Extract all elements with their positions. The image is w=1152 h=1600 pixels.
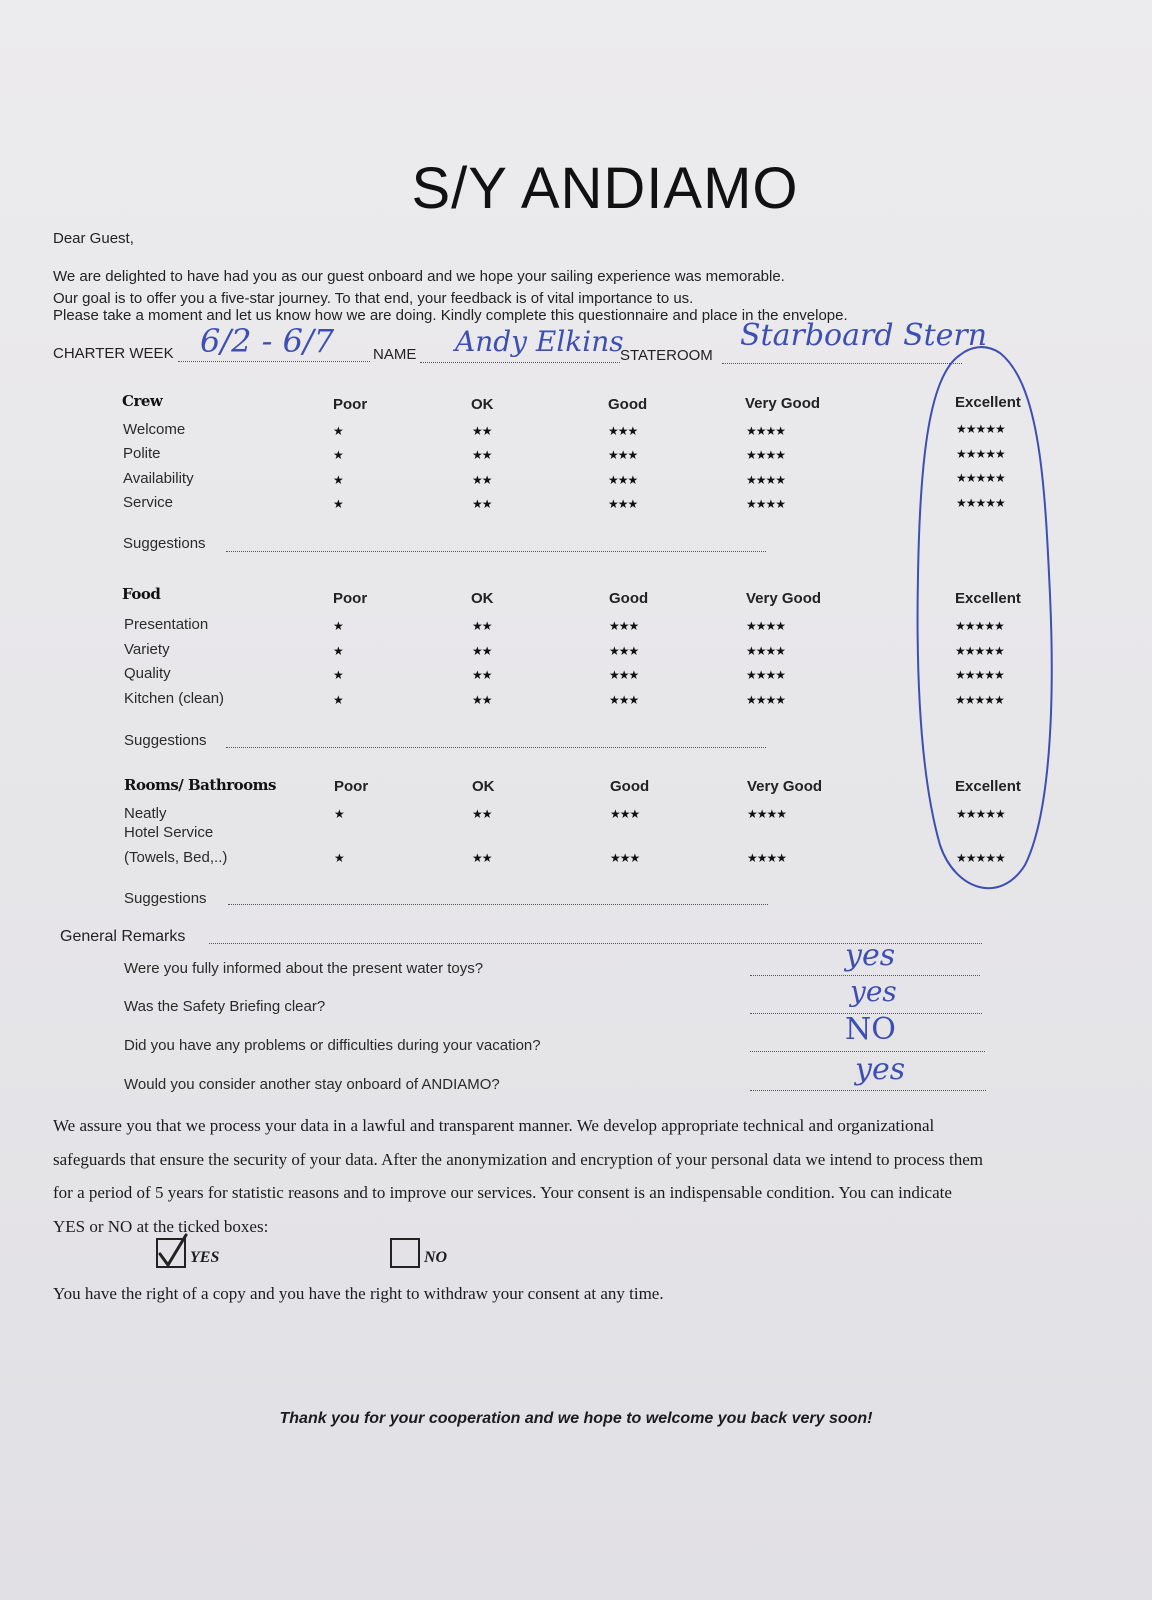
charter-week-line <box>178 361 370 362</box>
star-rating-excellent[interactable]: ★★★★★ <box>955 693 1004 707</box>
crew-item-welcome: Welcome <box>123 421 186 438</box>
checkmark-icon <box>156 1232 190 1268</box>
star-rating-ok[interactable]: ★★ <box>472 668 492 682</box>
food-suggestions-label: Suggestions <box>124 732 207 749</box>
intro-line-1: We are delighted to have had you as our guest onboard and we hope your sailing experience was memorable. <box>53 268 785 285</box>
star-rating-poor[interactable]: ★ <box>333 473 343 487</box>
star-rating-very-good[interactable]: ★★★★ <box>747 807 787 821</box>
star-rating-good[interactable]: ★★★ <box>609 619 639 633</box>
privacy-line-3: for a period of 5 years for statistic reasons and to improve our services. Your consent is an indispensable condition. You can indicate <box>53 1183 952 1202</box>
food-item-variety: Variety <box>124 641 170 658</box>
answer-another-stay[interactable]: yes <box>855 1052 906 1087</box>
section-title-food: Food <box>122 585 161 603</box>
charter-week-label: CHARTER WEEK <box>53 345 174 362</box>
star-rating-very-good[interactable]: ★★★★ <box>746 448 786 462</box>
rooms-item-towels: (Towels, Bed,..) <box>124 849 228 866</box>
header-very-good: Very Good <box>745 395 821 412</box>
header-good: Good <box>609 590 649 607</box>
hand-drawn-circle-mark <box>900 345 1070 905</box>
star-rating-good[interactable]: ★★★ <box>610 851 640 865</box>
star-rating-poor[interactable]: ★ <box>333 693 343 707</box>
rooms-item-neatly: Neatly <box>124 805 167 822</box>
star-rating-poor[interactable]: ★ <box>334 851 344 865</box>
privacy-line-1: We assure you that we process your data in a lawful and transparent manner. We develop appropriate technical and organizational <box>53 1116 935 1135</box>
star-rating-good[interactable]: ★★★ <box>608 424 638 438</box>
header-very-good: Very Good <box>747 778 823 795</box>
header-poor: Poor <box>333 590 368 607</box>
rooms-item-hotel-service: Hotel Service <box>124 824 214 841</box>
star-rating-ok[interactable]: ★★ <box>472 644 492 658</box>
consent-no-label: NO <box>424 1249 448 1266</box>
star-rating-ok[interactable]: ★★ <box>472 473 492 487</box>
star-rating-very-good[interactable]: ★★★★ <box>746 497 786 511</box>
consent-no-checkbox[interactable] <box>390 1238 420 1268</box>
header-excellent: Excellent <box>955 394 1021 411</box>
star-rating-good[interactable]: ★★★ <box>610 807 640 821</box>
crew-suggestions-label: Suggestions <box>123 535 206 552</box>
consent-yes-label: YES <box>190 1249 220 1266</box>
star-rating-poor[interactable]: ★ <box>333 448 343 462</box>
general-remarks-label: General Remarks <box>60 928 186 945</box>
header-good: Good <box>610 778 650 795</box>
star-rating-ok[interactable]: ★★ <box>472 851 492 865</box>
crew-suggestions-input[interactable] <box>226 551 766 552</box>
star-rating-poor[interactable]: ★ <box>334 807 344 821</box>
header-ok: OK <box>472 778 495 795</box>
star-rating-ok[interactable]: ★★ <box>472 497 492 511</box>
star-rating-good[interactable]: ★★★ <box>609 668 639 682</box>
star-rating-poor[interactable]: ★ <box>333 644 343 658</box>
star-rating-very-good[interactable]: ★★★★ <box>746 473 786 487</box>
star-rating-poor[interactable]: ★ <box>333 668 343 682</box>
rooms-suggestions-label: Suggestions <box>124 890 207 907</box>
star-rating-excellent[interactable]: ★★★★★ <box>956 422 1005 436</box>
star-rating-poor[interactable]: ★ <box>333 497 343 511</box>
star-rating-very-good[interactable]: ★★★★ <box>747 851 787 865</box>
page-title: S/Y ANDIAMO <box>411 156 799 221</box>
question-problems: Did you have any problems or difficulties during your vacation? <box>124 1037 541 1054</box>
question-safety-briefing: Was the Safety Briefing clear? <box>124 998 326 1015</box>
star-rating-ok[interactable]: ★★ <box>472 448 492 462</box>
star-rating-ok[interactable]: ★★ <box>472 424 492 438</box>
food-item-quality: Quality <box>124 665 171 682</box>
answer-problems[interactable]: NO <box>845 1012 896 1047</box>
star-rating-excellent[interactable]: ★★★★★ <box>956 496 1005 510</box>
thank-you-message: Thank you for your cooperation and we hope to welcome you back very soon! <box>279 1410 873 1427</box>
stateroom-label: STATEROOM <box>620 347 713 364</box>
intro-line-3: Please take a moment and let us know how we are doing. Kindly complete this questionnaire and place in the envelope. <box>53 307 848 324</box>
section-title-crew: Crew <box>122 392 163 410</box>
privacy-line-2: safeguards that ensure the security of your data. After the anonymization and encryption of your personal data we intend to process them <box>53 1150 983 1169</box>
star-rating-excellent[interactable]: ★★★★★ <box>955 668 1004 682</box>
header-excellent: Excellent <box>955 590 1021 607</box>
name-value[interactable]: Andy Elkins <box>455 325 624 358</box>
star-rating-very-good[interactable]: ★★★★ <box>746 644 786 658</box>
star-rating-very-good[interactable]: ★★★★ <box>746 619 786 633</box>
answer-water-toys[interactable]: yes <box>845 938 896 973</box>
star-rating-excellent[interactable]: ★★★★★ <box>956 471 1005 485</box>
star-rating-very-good[interactable]: ★★★★ <box>746 693 786 707</box>
crew-item-polite: Polite <box>123 445 161 462</box>
header-very-good: Very Good <box>746 590 822 607</box>
star-rating-ok[interactable]: ★★ <box>472 619 492 633</box>
answer-safety-briefing[interactable]: yes <box>850 975 897 1008</box>
crew-item-service: Service <box>123 494 174 511</box>
charter-week-value[interactable]: 6/2 - 6/7 <box>200 322 335 360</box>
question-another-stay: Would you consider another stay onboard of ANDIAMO? <box>124 1076 500 1093</box>
section-title-rooms: Rooms/ Bathrooms <box>124 776 276 794</box>
star-rating-good[interactable]: ★★★ <box>608 448 638 462</box>
greeting: Dear Guest, <box>53 230 134 247</box>
food-item-kitchen: Kitchen (clean) <box>124 690 225 707</box>
crew-item-availability: Availability <box>123 470 194 487</box>
star-rating-very-good[interactable]: ★★★★ <box>746 668 786 682</box>
header-good: Good <box>608 396 648 413</box>
star-rating-poor[interactable]: ★ <box>333 619 343 633</box>
star-rating-excellent[interactable]: ★★★★★ <box>955 644 1004 658</box>
name-line <box>420 362 620 363</box>
question-water-toys: Were you fully informed about the present water toys? <box>124 960 484 977</box>
star-rating-excellent[interactable]: ★★★★★ <box>956 807 1005 821</box>
star-rating-very-good[interactable]: ★★★★ <box>746 424 786 438</box>
rooms-suggestions-input[interactable] <box>228 904 768 905</box>
rights-notice: You have the right of a copy and you have the right to withdraw your consent at any time. <box>53 1284 664 1303</box>
header-ok: OK <box>471 396 494 413</box>
header-excellent: Excellent <box>955 778 1021 795</box>
star-rating-ok[interactable]: ★★ <box>472 807 492 821</box>
star-rating-excellent[interactable]: ★★★★★ <box>956 447 1005 461</box>
answer-line <box>750 1090 986 1091</box>
header-ok: OK <box>471 590 494 607</box>
food-suggestions-input[interactable] <box>226 747 766 748</box>
star-rating-excellent[interactable]: ★★★★★ <box>955 619 1004 633</box>
star-rating-good[interactable]: ★★★ <box>608 497 638 511</box>
intro-line-2: Our goal is to offer you a five-star journey. To that end, your feedback is of vital importance to us. <box>53 290 694 307</box>
star-rating-excellent[interactable]: ★★★★★ <box>956 851 1005 865</box>
star-rating-good[interactable]: ★★★ <box>609 644 639 658</box>
stateroom-value[interactable]: Starboard Stern <box>740 318 988 353</box>
star-rating-poor[interactable]: ★ <box>333 424 343 438</box>
food-item-presentation: Presentation <box>124 616 209 633</box>
star-rating-good[interactable]: ★★★ <box>609 693 639 707</box>
privacy-line-4: YES or NO at the ticked boxes: <box>53 1217 269 1236</box>
name-label: NAME <box>373 346 417 363</box>
header-poor: Poor <box>333 396 368 413</box>
star-rating-good[interactable]: ★★★ <box>608 473 638 487</box>
header-poor: Poor <box>334 778 369 795</box>
star-rating-ok[interactable]: ★★ <box>472 693 492 707</box>
